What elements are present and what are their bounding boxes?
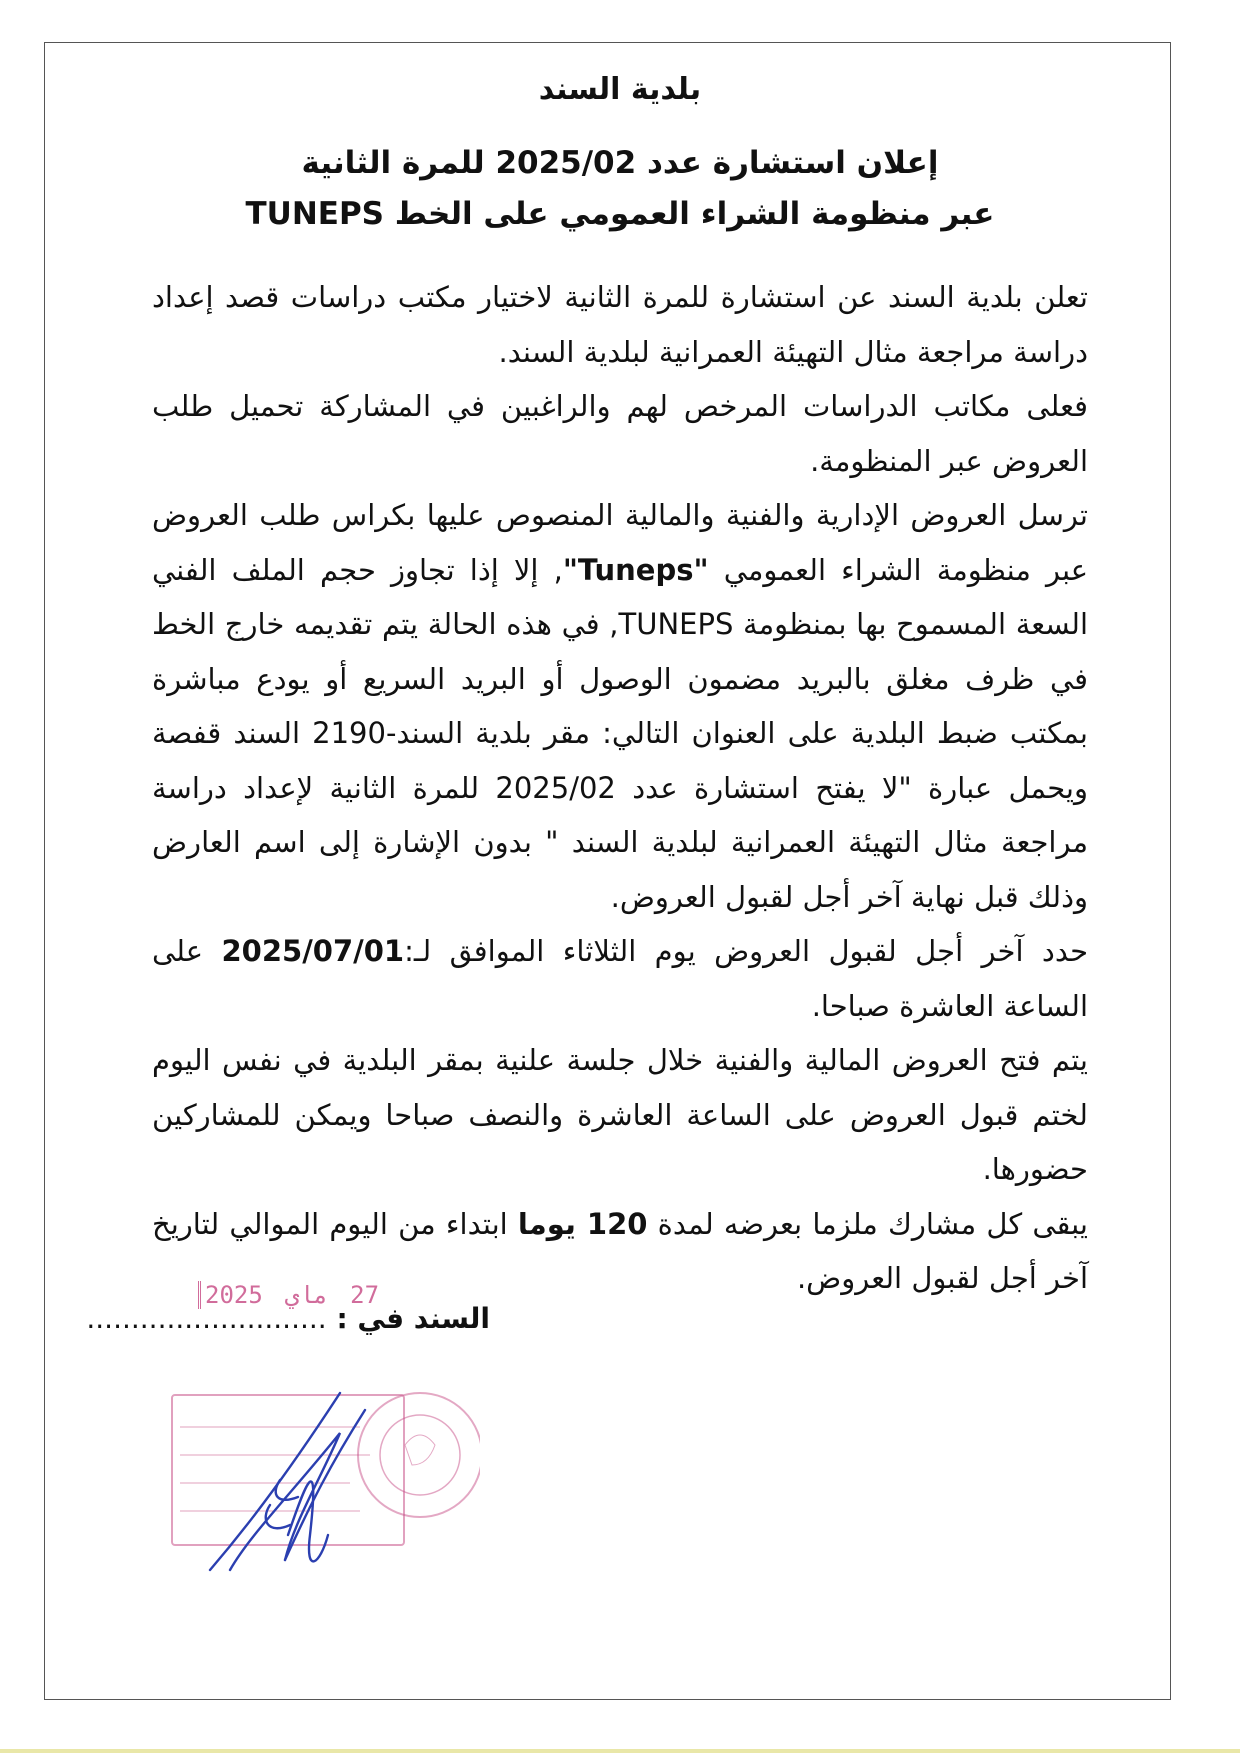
tuneps-highlight: "Tuneps" [562,552,709,587]
stamp-month: ماي [284,1281,329,1309]
stamp-year: 2025 [198,1281,263,1309]
date-dots: ........................... [86,1302,327,1335]
date-stamp [198,1278,379,1312]
stamp-day: 27 [350,1281,380,1309]
scan-edge-stripe [0,1749,1240,1753]
paragraph-opening: يتم فتح العروض المالية والفنية خلال جلسة علنية بمقر البلدية في نفس اليوم لختم قبول العروض على الساعة العاشرة والنصف صباحا ويمكن للمشاركين حضورها. [152,1043,1088,1186]
paragraph-deadline: حدد آخر أجل لقبول العروض يوم الثلاثاء الموافق لـ:2025/07/01 على الساعة العاشرة صباحا. [152,934,1088,1023]
place-label: السند في : [336,1302,490,1335]
seal-signature-graphic [170,1385,480,1585]
signature-icon [210,1393,365,1570]
paragraph-download: فعلى مكاتب الدراسات المرخص لهم والراغبين في المشاركة تحميل طلب العروض عبر المنظومة. [152,389,1088,478]
paragraph-submission: ترسل العروض الإدارية والفنية والمالية المنصوص عليها بكراس طلب العروض عبر منظومة الشراء العمومي "Tuneps", إلا إذا تجاوز حجم الملف الفني السعة المسموح بها بمنظومة TUNEPS, في هذه الحالة يتم تقديمه خارج الخط في ظرف مغلق بالبريد مضمون الوصول أو البريد السريع أو يودع مباشرة بمكتب ضبط البلدية على العنوان التالي: مقر بلدية السند-2190 السند قفصة ويحمل عبارة "لا يفتح استشارة عدد 2025/02 للمرة الثانية لإعداد دراسة مراجعة مثال التهيئة العمرانية لبلدية السند " بدون الإشارة إلى اسم العارض وذلك قبل نهاية آخر أجل لقبول العروض. [152,498,1089,914]
announcement-body [152,270,1088,1306]
paragraph-intro: تعلن بلدية السند عن استشارة للمرة الثانية لاختيار مكتب دراسات قصد إعداد دراسة مراجعة مثال التهيئة العمرانية لبلدية السند. [152,280,1088,369]
announcement-subtitle: عبر منظومة الشراء العمومي على الخط TUNEPS [245,196,995,232]
municipality-name: بلدية السند [538,72,702,107]
validity-period: 120 يوما [517,1206,648,1241]
paragraph-validity: يبقى كل مشارك ملزما بعرضه لمدة 120 يوما ابتداء من اليوم الموالي لتاريخ آخر أجل لقبول العروض. [152,1206,1089,1295]
announcement-title: إعلان استشارة عدد 2025/02 للمرة الثانية [301,145,939,181]
round-seal [358,1393,480,1517]
official-seal-and-signature [170,1385,480,1585]
deadline-date: 2025/07/01 [221,934,405,968]
